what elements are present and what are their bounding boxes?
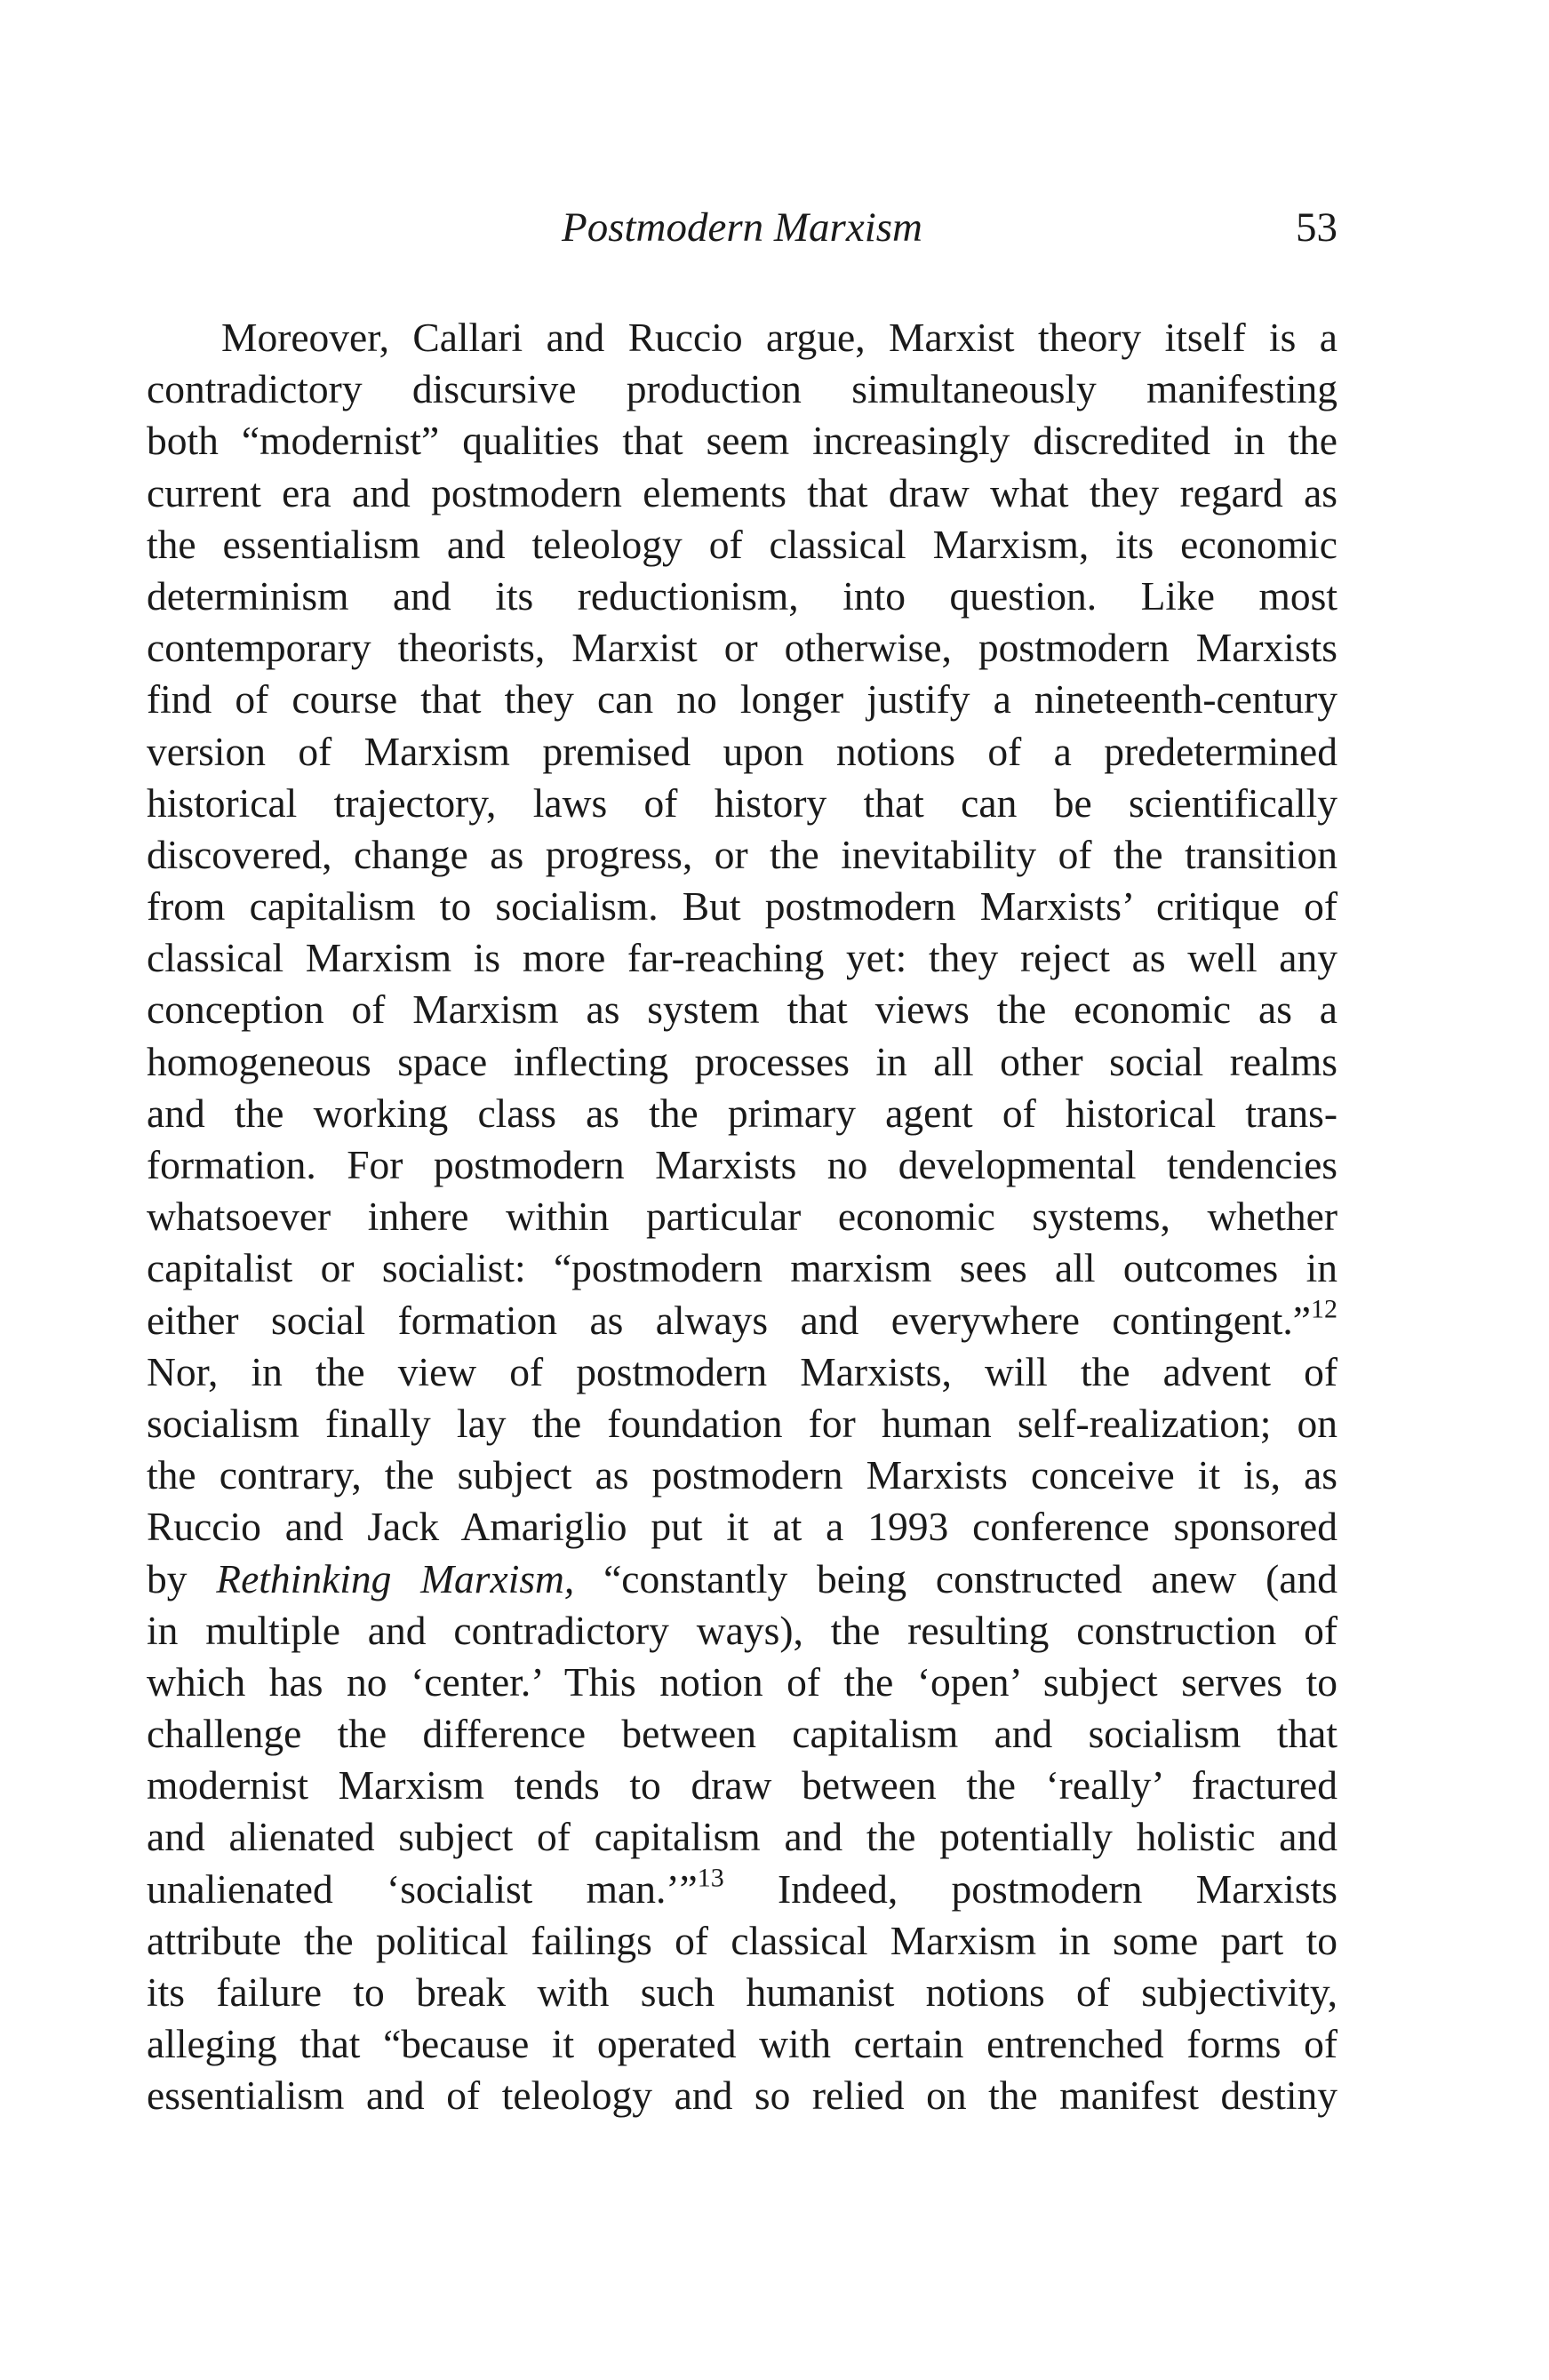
- text-line: which has no ‘center.’ This notion of the ‘open’ subject serves to: [147, 1658, 1337, 1705]
- text-line: capitalist or socialist: “postmodern marxism sees all outcomes in: [147, 1245, 1337, 1291]
- text-line: Nor, in the view of postmodern Marxists, will the advent of: [147, 1348, 1337, 1394]
- text-line: whatsoever inhere within particular economic systems, whether: [147, 1194, 1337, 1240]
- running-head: [147, 201, 1337, 254]
- text-line: the essentialism and teleology of classical Marxism, its economic: [147, 521, 1337, 567]
- body-paragraph: [147, 312, 1337, 2122]
- footnote-marker: 13: [697, 1863, 724, 1893]
- text-line: discovered, change as progress, or the inevitability of the transition: [147, 831, 1337, 877]
- text-line: and alienated subject of capitalism and the potentially holistic and: [147, 1814, 1337, 1860]
- text-line: homogeneous space inflecting processes in all other social realms: [147, 1038, 1337, 1084]
- text-line-with-footnote: [147, 1864, 1337, 1915]
- text-line: in multiple and contradictory ways), the resulting construction of: [147, 1607, 1337, 1653]
- text-line: contemporary theorists, Marxist or otherwise, postmodern Marxists: [147, 625, 1337, 671]
- text-line: modernist Marxism tends to draw between the ‘really’ fractured: [147, 1762, 1337, 1809]
- text-line: from capitalism to socialism. But postmodern Marxists’ critique of: [147, 883, 1337, 930]
- text-line: contradictory discursive production simultaneously manifesting: [147, 366, 1337, 412]
- line-text: “constantly being constructed anew (and: [574, 1555, 1338, 1601]
- text-line: alleging that “because it operated with certain entrenched forms of: [147, 2021, 1337, 2067]
- text-line: Moreover, Callari and Ruccio argue, Marxist theory itself is a: [221, 315, 1337, 360]
- text-line: current era and postmodern elements that draw what they regard as: [147, 469, 1337, 515]
- running-title: Postmodern Marxism: [562, 204, 922, 251]
- text-line: classical Marxism is more far-reaching yet: they reject as well any: [147, 935, 1337, 981]
- footnote-marker: 12: [1311, 1293, 1337, 1323]
- page-number: 53: [1296, 204, 1337, 251]
- text-line: both “modernist” qualities that seem increasingly discredited in the: [147, 418, 1337, 464]
- line-text: Indeed, postmodern Marxists: [723, 1865, 1337, 1912]
- line-text: unalienated ‘socialist man.’”: [147, 1865, 698, 1912]
- text-line: its failure to break with such humanist notions of subjectivity,: [147, 1969, 1337, 2015]
- text-line: historical trajectory, laws of history that can be scientifically: [147, 779, 1337, 826]
- text-line: attribute the political failings of classical Marxism in some part to: [147, 1917, 1337, 1963]
- text-line: formation. For postmodern Marxists no developmental tendencies: [147, 1142, 1337, 1187]
- text-line: socialism finally lay the foundation for human self-realization; on: [147, 1400, 1337, 1446]
- journal-title: Rethinking Marxism,: [216, 1555, 575, 1601]
- text-line: challenge the difference between capitalism and socialism that: [147, 1711, 1337, 1757]
- text-line: determinism and its reductionism, into question. Like most: [147, 572, 1337, 619]
- text-line: conception of Marxism as system that views the economic as a: [147, 986, 1337, 1033]
- text-line: essentialism and of teleology and so relied on the manifest destiny: [147, 2073, 1337, 2119]
- text-line: and the working class as the primary agent of historical trans-: [147, 1090, 1337, 1136]
- text-line: version of Marxism premised upon notions of a predetermined: [147, 728, 1337, 774]
- text-line: the contrary, the subject as postmodern Marxists conceive it is, as: [147, 1452, 1337, 1498]
- text-line: Ruccio and Jack Amariglio put it at a 1993 conference sponsored: [147, 1504, 1337, 1550]
- text-line-with-footnote: [147, 1295, 1337, 1346]
- text-line: find of course that they can no longer justify a nineteenth-century: [147, 676, 1337, 723]
- line-text: either social formation as always and everywhere contingent.”: [147, 1297, 1311, 1343]
- line-text: by: [147, 1555, 217, 1601]
- text-line-with-italic: [147, 1553, 1337, 1605]
